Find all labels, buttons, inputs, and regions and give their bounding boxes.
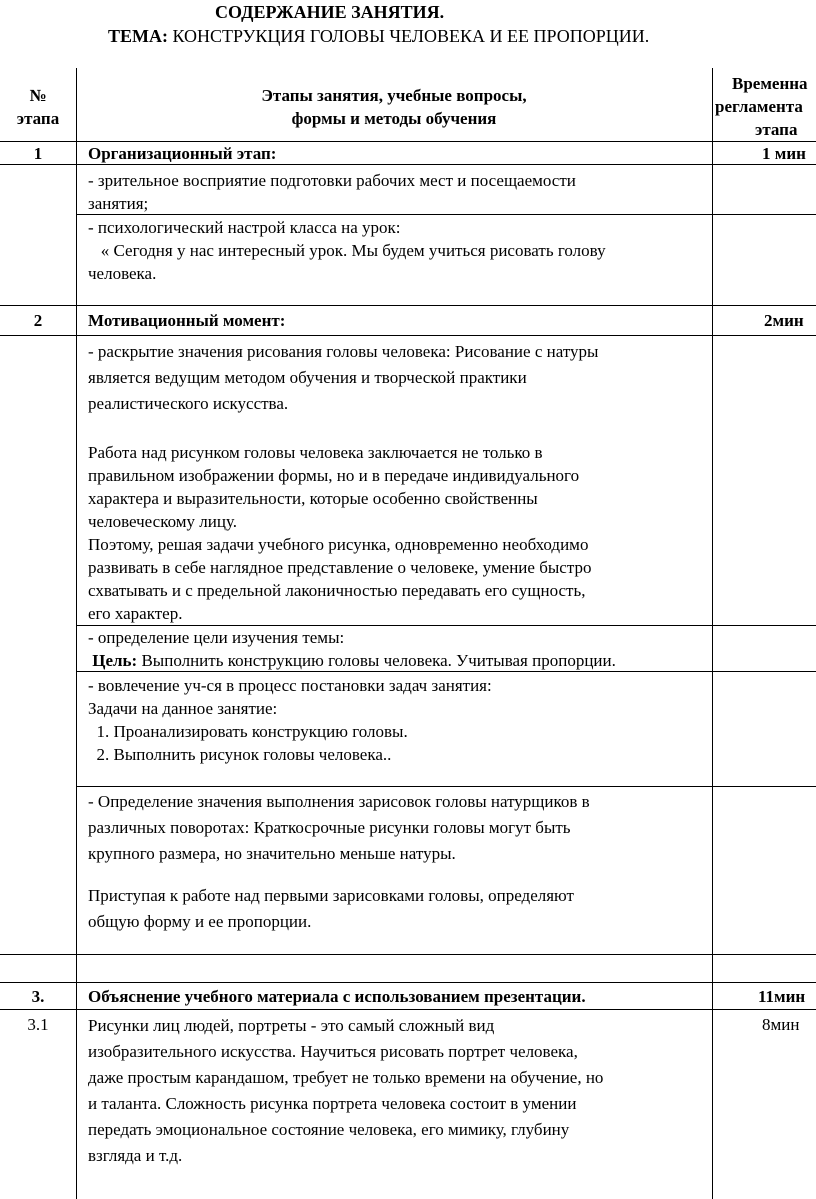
text-line: его характер.	[88, 604, 183, 623]
goal-text: Выполнить конструкцию головы человека. Учитывая пропорции.	[137, 651, 616, 670]
text-line: Работа над рисунком головы человека заключается не только в	[88, 443, 543, 462]
stage-time: 1 мин	[762, 144, 806, 163]
text-line: - определение цели изучения темы:	[88, 628, 345, 647]
text-line: крупного размера, но значительно меньше натуры.	[88, 844, 456, 863]
text-line: « Сегодня у нас интересный урок. Мы будем учиться рисовать голову	[88, 241, 606, 260]
topic-label: ТЕМА:	[108, 26, 168, 46]
stage-1-item-mood	[88, 216, 713, 285]
stage-1-item-attendance	[88, 169, 713, 215]
text-line: передать эмоциональное состояние человека, его мимику, глубину	[88, 1120, 570, 1139]
text-line: и таланта. Сложность рисунка портрета человека состоит в умении	[88, 1094, 577, 1113]
header-num-line: этапа	[16, 109, 60, 128]
text-line: Приступая к работе над первыми зарисовками головы, определяют	[88, 886, 574, 905]
header-stages	[76, 84, 712, 130]
substage-3-1-text	[88, 1013, 713, 1169]
stage-2-item-sketches	[88, 789, 713, 867]
stage-2-item-goal	[88, 626, 713, 672]
stage-2-item-tasks	[88, 674, 713, 766]
substage-number: 3.1	[27, 1015, 49, 1034]
header-time-line: этапа	[755, 120, 798, 139]
text-line: характера и выразительности, которые особенно свойственны	[88, 489, 538, 508]
stage-2-item-meaning	[88, 339, 713, 417]
goal-label: Цель:	[88, 651, 138, 670]
header-stages-line: формы и методы обучения	[291, 109, 497, 128]
stage-number: 2	[33, 311, 43, 330]
text-line: различных поворотах: Краткосрочные рисунки головы могут быть	[88, 818, 571, 837]
substage-time: 8мин	[762, 1015, 800, 1034]
document-title: СОДЕРЖАНИЕ ЗАНЯТИЯ.	[215, 2, 445, 22]
text-line: Поэтому, решая задачи учебного рисунка, одновременно необходимо	[88, 535, 589, 554]
header-time-line: Временна	[732, 74, 808, 93]
header-stages-line: Этапы занятия, учебные вопросы,	[261, 86, 527, 105]
text-line: Рисунки лиц людей, портреты - это самый сложный вид	[88, 1016, 495, 1035]
text-line: правильном изображении формы, но и в передаче индивидуального	[88, 466, 580, 485]
text-line: является ведущим методом обучения и творческой практики	[88, 368, 527, 387]
text-line: человеческому лицу.	[88, 512, 237, 531]
task-item: 2. Выполнить рисунок головы человека..	[88, 745, 392, 764]
stage-number: 1	[33, 144, 43, 163]
text-line: общую форму и ее пропорции.	[88, 912, 312, 931]
text-line: реалистического искусства.	[88, 394, 289, 413]
text-line: - раскрытие значения рисования головы человека: Рисование с натуры	[88, 342, 599, 361]
stage-time: 11мин	[758, 987, 806, 1006]
text-line: человека.	[88, 264, 157, 283]
header-num-line: №	[29, 86, 47, 105]
header-time-line: регламента	[715, 97, 803, 116]
goal-line	[88, 649, 713, 672]
text-line: занятия;	[88, 194, 149, 213]
stage-title: Объяснение учебного материала с использованием презентации.	[88, 987, 586, 1006]
stage-2-item-sketches-continued	[88, 883, 713, 935]
text-line: даже простым карандашом, требует не только времени на обучение, но	[88, 1068, 604, 1087]
stage-2-paragraph	[88, 441, 713, 625]
header-stage-number	[0, 84, 76, 130]
text-line: - вовлечение уч-ся в процесс постановки задач занятия:	[88, 676, 492, 695]
stage-title: Мотивационный момент:	[88, 311, 286, 330]
text-line: развивать в себе наглядное представление о человеке, умение быстро	[88, 558, 592, 577]
topic-line	[108, 26, 649, 47]
stage-number: 3.	[31, 987, 45, 1006]
text-line: схватывать и с предельной лаконичностью передавать его сущность,	[88, 581, 586, 600]
header-time	[712, 72, 816, 141]
text-line: взгляда и т.д.	[88, 1146, 183, 1165]
stage-time: 2мин	[764, 311, 804, 330]
topic-text: КОНСТРУКЦИЯ ГОЛОВЫ ЧЕЛОВЕКА И ЕЕ ПРОПОРЦИИ.	[168, 26, 650, 46]
stage-title: Организационный этап:	[88, 144, 277, 163]
text-line: Задачи на данное занятие:	[88, 699, 278, 718]
task-item: 1. Проанализировать конструкцию головы.	[88, 722, 408, 741]
text-line: - зрительное восприятие подготовки рабочих мест и посещаемости	[88, 171, 576, 190]
text-line: изобразительного искусства. Научиться рисовать портрет человека,	[88, 1042, 578, 1061]
text-line: - психологический настрой класса на урок:	[88, 218, 401, 237]
text-line: - Определение значения выполнения зарисовок головы натурщиков в	[88, 792, 590, 811]
